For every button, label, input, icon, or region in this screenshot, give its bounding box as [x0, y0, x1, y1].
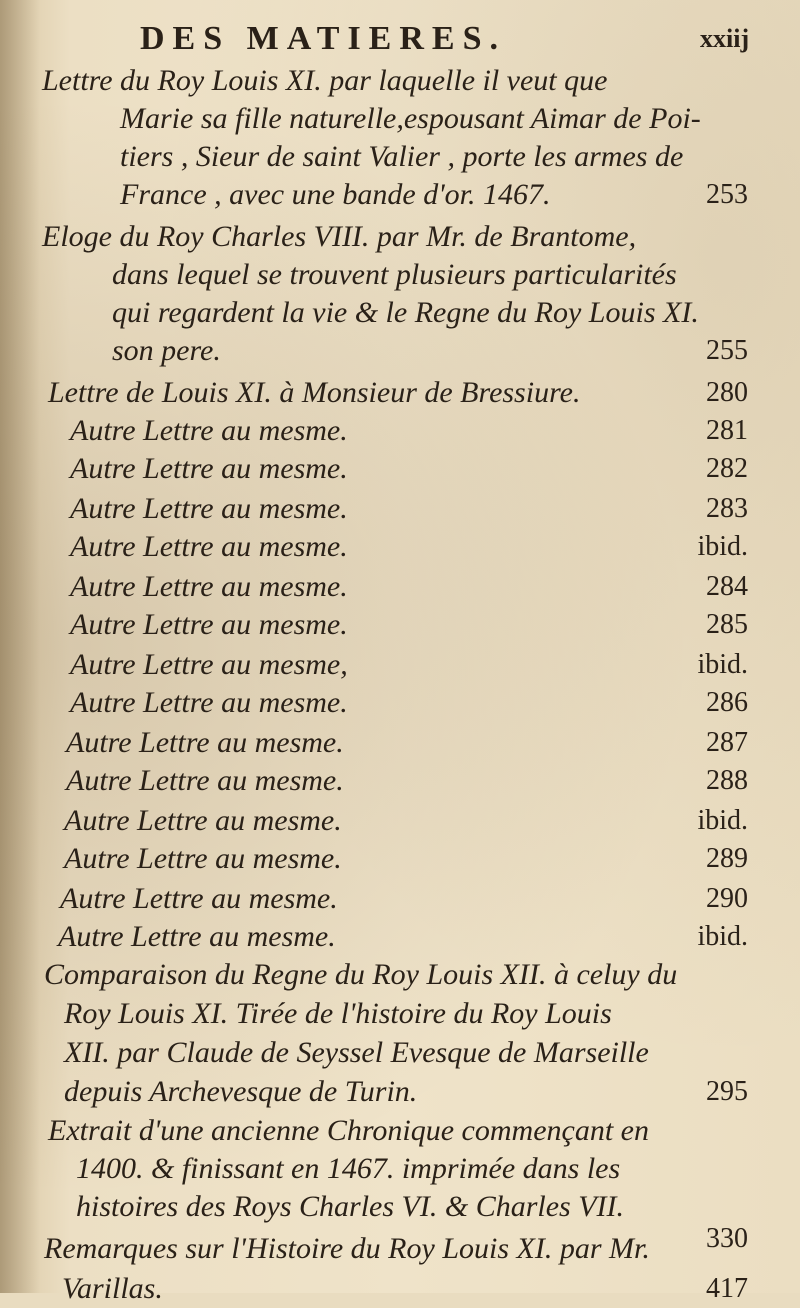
toc-entry-title: Autre Lettre au mesme. — [64, 842, 342, 875]
toc-entry-title: Autre Lettre au mesme. — [58, 920, 336, 953]
toc-page-number: 330 — [706, 1223, 748, 1254]
toc-entry-continuation: son pere. — [112, 334, 221, 367]
toc-entry-title: Autre Lettre au mesme. — [64, 804, 342, 837]
toc-entry-title: Autre Lettre au mesme. — [70, 492, 348, 525]
toc-page-number: 417 — [706, 1273, 748, 1304]
toc-page-number: 289 — [706, 843, 748, 874]
toc-entry-title: Autre Lettre au mesme. — [70, 414, 348, 447]
running-head: DES MATIERES. — [140, 20, 506, 57]
toc-entry-title: Autre Lettre au mesme. — [70, 452, 348, 485]
toc-entry-continuation: dans lequel se trouvent plusieurs particularités — [112, 258, 677, 291]
toc-page-number: 288 — [706, 765, 748, 796]
page-number: xxiij — [700, 24, 750, 53]
toc-entry-title: Extrait d'une ancienne Chronique commençant en — [48, 1114, 649, 1147]
toc-entry-title: Autre Lettre au mesme. — [66, 726, 344, 759]
toc-entry-continuation: depuis Archevesque de Turin. — [64, 1075, 418, 1108]
toc-entry-continuation: France , avec une bande d'or. 1467. — [120, 178, 551, 211]
toc-page-number: 282 — [706, 453, 748, 484]
toc-page-number: 281 — [706, 415, 748, 446]
toc-entry-title: Autre Lettre au mesme. — [70, 530, 348, 563]
toc-entry-continuation: tiers , Sieur de saint Valier , porte les armes de — [120, 140, 684, 173]
toc-page-number: 253 — [706, 179, 748, 210]
toc-entry-continuation: 1400. & finissant en 1467. imprimée dans les — [76, 1152, 621, 1185]
toc-entry-title: Eloge du Roy Charles VIII. par Mr. de Brantome, — [42, 220, 637, 253]
toc-entry-title: Remarques sur l'Histoire du Roy Louis XI. par Mr. — [44, 1232, 650, 1265]
toc-page-number: 290 — [706, 883, 748, 914]
toc-page-number: 285 — [706, 609, 748, 640]
toc-page-number: 255 — [706, 335, 748, 366]
toc-entry-continuation: histoires des Roys Charles VI. & Charles VII. — [76, 1190, 625, 1223]
toc-entry-title: Autre Lettre au mesme. — [66, 764, 344, 797]
toc-entry-title: Lettre du Roy Louis XI. par laquelle il veut que — [42, 64, 608, 97]
toc-page-number: 295 — [706, 1076, 748, 1107]
toc-page-number: 287 — [706, 727, 748, 758]
toc-entry-continuation: Varillas. — [62, 1272, 163, 1305]
toc-entry-title: Autre Lettre au mesme. — [60, 882, 338, 915]
toc-page-number: ibid. — [697, 921, 748, 952]
toc-page-number: ibid. — [697, 649, 748, 680]
toc-page-number: ibid. — [697, 805, 748, 836]
toc-entry-continuation: XII. par Claude de Seyssel Evesque de Marseille — [64, 1036, 649, 1069]
toc-entry-title: Autre Lettre au mesme. — [70, 686, 348, 719]
toc-entry-title: Autre Lettre au mesme. — [70, 608, 348, 641]
toc-page-number: 280 — [706, 377, 748, 408]
toc-entry-continuation: Marie sa fille naturelle,espousant Aimar de Poi- — [120, 102, 701, 135]
toc-page-number: 284 — [706, 571, 748, 602]
toc-entry-continuation: qui regardent la vie & le Regne du Roy Louis XI. — [112, 296, 699, 329]
toc-page-number: 286 — [706, 687, 748, 718]
toc-page-number: ibid. — [697, 531, 748, 562]
toc-entry-title: Autre Lettre au mesme. — [70, 570, 348, 603]
toc-entry-continuation: Roy Louis XI. Tirée de l'histoire du Roy Louis — [64, 997, 612, 1030]
toc-page-number: 283 — [706, 493, 748, 524]
toc-entry-title: Comparaison du Regne du Roy Louis XII. à celuy du — [44, 958, 678, 991]
toc-entry-title: Autre Lettre au mesme, — [70, 648, 348, 681]
toc-entry-title: Lettre de Louis XI. à Monsieur de Bressiure. — [48, 376, 581, 409]
